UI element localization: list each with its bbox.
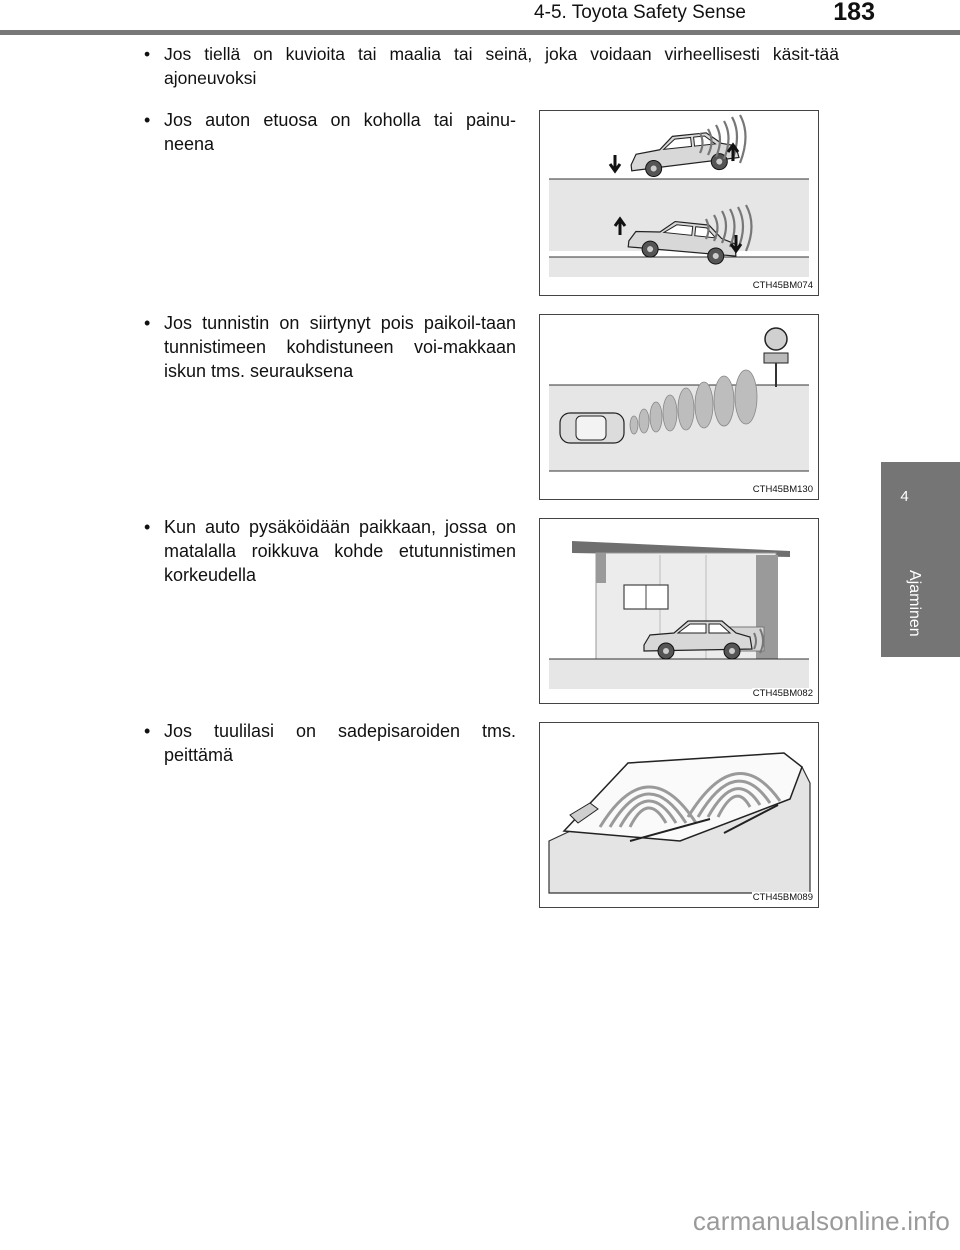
bullet-item-text: Jos tuulilasi on sadepisaroiden tms. peittämä [164,721,516,765]
section-title: 4-5. Toyota Safety Sense [534,2,746,23]
bullet-item [144,311,516,383]
bullet-item [144,719,516,767]
bullet-item-text: Jos tunnistin on siirtynyt pois paikoil-taan tunnistimeen kohdistuneen voi-makkaan iskun tms. seurauksena [164,313,516,381]
bullet-item-text: Kun auto pysäköidään paikkaan, jossa on matalalla roikkuva kohde etutunnistimen korkeudella [164,517,516,585]
figure-low-hanging-object [539,518,819,704]
watermark: carmanualsonline.info [692,1206,950,1236]
bullet-dot: • [144,517,151,537]
figure-raised-front [539,110,819,296]
page-number: 183 [833,0,875,26]
figure-code: CTH45BM074 [752,280,813,291]
bullet-item [144,108,516,156]
bullet-dot: • [144,721,151,741]
header-rule [0,30,960,35]
car-tilt-illustration [540,111,819,296]
car-top-view [560,413,624,443]
misaligned-sensor-illustration [540,315,819,500]
chapter-label: Ajaminen [906,570,923,637]
figure-wet-windshield [539,722,819,908]
bullet-dot: • [144,313,151,333]
figure-code: CTH45BM082 [752,688,813,699]
chapter-number: 4 [900,488,909,505]
garage-illustration [540,519,819,704]
bullet-item [144,515,516,587]
figure-code: CTH45BM089 [752,892,813,903]
figure-code: CTH45BM130 [752,484,813,495]
intro-bullet [144,42,839,90]
figure-misaligned-sensor [539,314,819,500]
bullet-dot: • [144,44,151,64]
windshield-illustration [540,723,819,908]
chapter-tab [881,462,960,657]
bullet-item-text: Jos auton etuosa on koholla tai painu-neena [164,110,516,154]
intro-bullet-text: Jos tiellä on kuvioita tai maalia tai seinä, joka voidaan virheellisesti käsit-tää ajoneuvoksi [164,44,839,88]
bullet-dot: • [144,110,151,130]
